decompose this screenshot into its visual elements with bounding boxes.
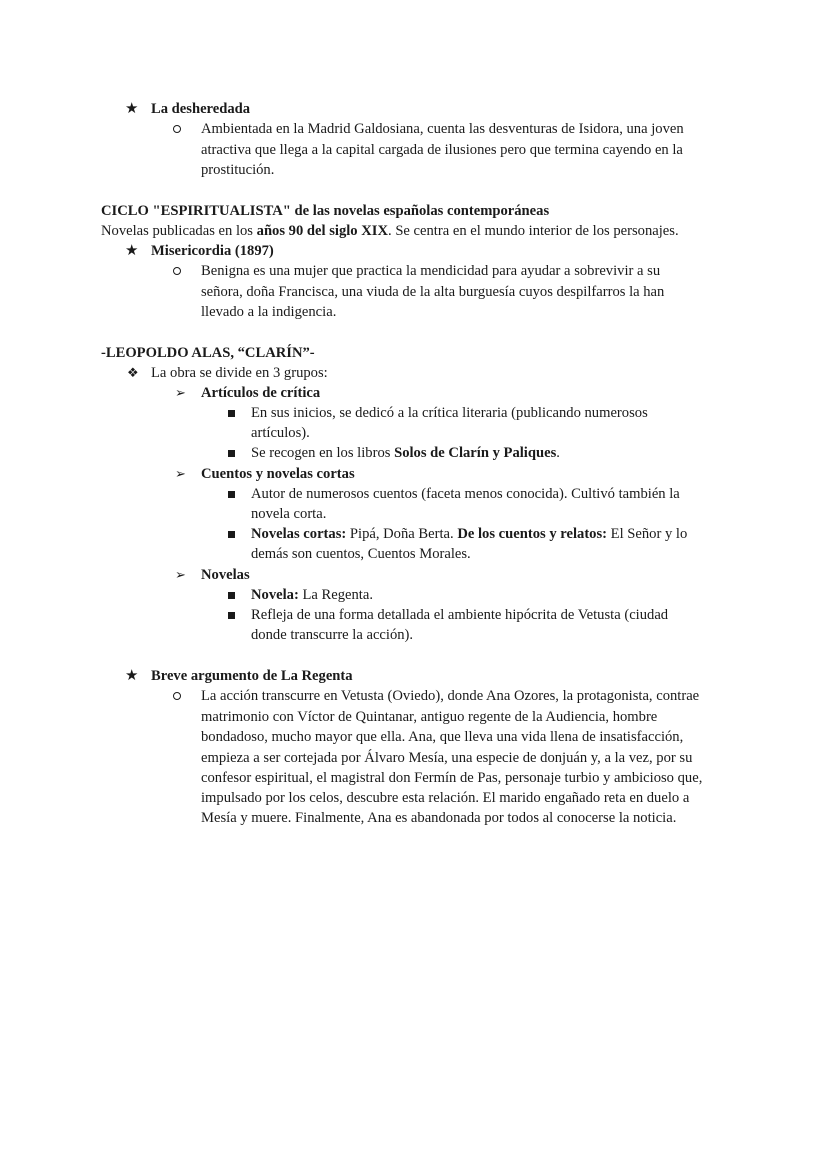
group2-b2-line-2: demás son cuentos, Cuentos Morales.: [251, 546, 471, 562]
group2-b2-text1: Pipá, Doña Berta.: [346, 526, 458, 542]
star-bullet-icon: ★: [125, 243, 139, 259]
group2-b1-line-2: novela corta.: [251, 506, 327, 522]
group1-title: Artículos de crítica: [201, 385, 321, 401]
ciclo-intro: [101, 221, 679, 241]
ciclo-intro-bold: años 90 del siglo XIX: [256, 223, 389, 239]
desheredada-title: La desheredada: [151, 101, 251, 117]
regenta-line-7: Mesía y muere. Finalmente, Ana es abandonada por todos al conocerse la noticia.: [201, 810, 677, 826]
group2-b2-line-1: [251, 524, 687, 544]
circle-bullet-icon: [173, 692, 181, 700]
square-bullet-icon: [228, 410, 235, 417]
group3-title: Novelas: [201, 567, 250, 583]
square-bullet-icon: [228, 450, 235, 457]
square-bullet-icon: [228, 612, 235, 619]
regenta-title: Breve argumento de La Regenta: [151, 668, 353, 684]
group2-b2-bold1: Novelas cortas:: [251, 526, 347, 542]
groups-intro: La obra se divide en 3 grupos:: [151, 365, 328, 381]
misericordia-line-2: señora, doña Francisca, una viuda de la alta burguesía cuyos despilfarros la han: [201, 284, 665, 300]
group2-title: Cuentos y novelas cortas: [201, 466, 355, 482]
group1-b2-pre: Se recogen en los libros: [251, 445, 395, 461]
group2-b2-bold2: De los cuentos y relatos:: [457, 526, 608, 542]
circle-bullet-icon: [173, 125, 181, 133]
clarin-heading: -LEOPOLDO ALAS, “CLARÍN”-: [101, 345, 315, 361]
desheredada-line-2: atractiva que llega a la capital cargada de ilusiones pero que termina cayendo en la: [201, 142, 683, 158]
square-bullet-icon: [228, 491, 235, 498]
misericordia-line-3: llevado a la indigencia.: [201, 304, 337, 320]
desheredada-line-3: prostitución.: [201, 162, 275, 178]
group1-b2-post: .: [556, 445, 560, 461]
regenta-line-5: confesor espiritual, el magistral don Fermín de Pas, personaje turbio y ambicioso que,: [201, 770, 703, 786]
regenta-line-1: La acción transcurre en Vetusta (Oviedo), donde Ana Ozores, la protagonista, contrae: [201, 688, 700, 704]
arrow-bullet-icon: ➢: [175, 466, 186, 481]
desheredada-line-1: Ambientada en la Madrid Galdosiana, cuenta las desventuras de Isidora, una joven: [201, 121, 684, 137]
regenta-line-4: empieza a ser cortejada por Álvaro Mesía, una especie de donjuán y, a la vez, por su: [201, 750, 693, 766]
group1-b2: [251, 443, 560, 463]
group1-b1-line-2: artículos).: [251, 425, 310, 441]
circle-bullet-icon: [173, 267, 181, 275]
misericordia-line-1: Benigna es una mujer que practica la mendicidad para ayudar a sobrevivir a su: [201, 263, 661, 279]
star-bullet-icon: ★: [125, 668, 139, 684]
group3-b2-line-2: donde transcurre la acción).: [251, 627, 414, 643]
square-bullet-icon: [228, 531, 235, 538]
regenta-line-2: matrimonio con Víctor de Quintanar, antiguo regente de la Audiencia, hombre: [201, 709, 658, 725]
regenta-line-3: bondadoso, mucho mayor que ella. Ana, que lleva una vida llena de insatisfacción,: [201, 729, 684, 745]
group3-b2-line-1: Refleja de una forma detallada el ambiente hipócrita de Vetusta (ciudad: [251, 607, 669, 623]
ciclo-heading: CICLO "ESPIRITUALISTA" de las novelas españolas contemporáneas: [101, 203, 550, 219]
square-bullet-icon: [228, 592, 235, 599]
group2-b2-text2: El Señor y lo: [607, 526, 688, 542]
ciclo-intro-pre: Novelas publicadas en los: [101, 223, 257, 239]
diamond-bullet-icon: ❖: [127, 365, 139, 380]
group3-b1: [251, 585, 373, 605]
group1-b1-line-1: En sus inicios, se dedicó a la crítica literaria (publicando numerosos: [251, 405, 648, 421]
ciclo-intro-post: . Se centra en el mundo interior de los personajes.: [388, 223, 679, 239]
group3-b1-text: La Regenta.: [298, 587, 373, 603]
group1-b2-bold: Solos de Clarín y Paliques: [394, 445, 557, 461]
arrow-bullet-icon: ➢: [175, 385, 186, 400]
group3-b1-bold: Novela:: [251, 587, 299, 603]
misericordia-title: Misericordia (1897): [151, 243, 274, 259]
regenta-line-6: impulsado por los celos, descubre esta relación. El marido engañado reta en duelo a: [201, 790, 690, 806]
group2-b1-line-1: Autor de numerosos cuentos (faceta menos conocida). Cultivó también la: [251, 486, 680, 502]
star-bullet-icon: ★: [125, 101, 139, 117]
arrow-bullet-icon: ➢: [175, 567, 186, 582]
